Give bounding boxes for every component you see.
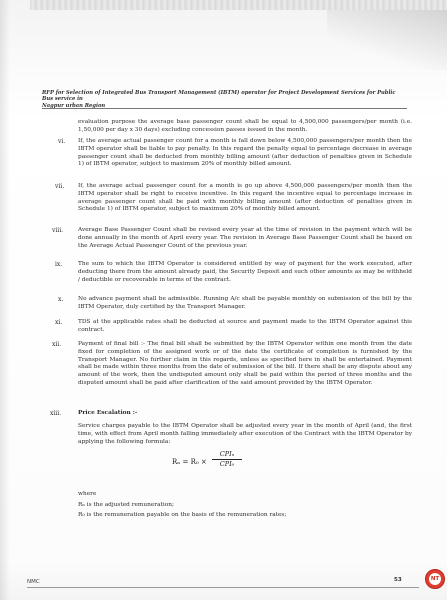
- header-line-1: RFP for Selection of Integrated Bus Transport Management (IBTM) operator for Project Development Services for Public Bus service in: [42, 90, 396, 103]
- scan-top-strip: [30, 0, 447, 10]
- item-number: viii.: [52, 227, 64, 234]
- section-heading-price-escalation: Price Escalation :-: [78, 410, 138, 416]
- item-number: x.: [58, 296, 64, 303]
- footer-org: NMC: [27, 579, 40, 585]
- item-text: TDS at the applicable rates shall be deducted at source and payment made to the IBTM Operator against this contract.: [78, 319, 412, 333]
- item-text: The sum to which the IBTM Operator is considered entitled by way of payment for the work executed, after deducting there from the amount already paid, the Security Deposit and such other amounts as may be withheld / deductible or recoverable in terms of the contract.: [78, 261, 412, 283]
- item-text: Average Base Passenger Count shall be revised every year at the time of revision in the payment which will be done annually in the month of April every year. The revision in Average Base Passenger Count shall be based on the Average Actual Passenger Count of the previous year.: [78, 227, 412, 249]
- header-line-2: Nagpur urban Region: [42, 102, 106, 109]
- item-number: xi.: [55, 319, 63, 326]
- document-header: [42, 90, 402, 109]
- item-number: xiii.: [50, 410, 62, 417]
- item-text: evaluation purpose the average base passenger count shall be equal to 4,500,000 passengers/per month (i.e. 1,50,000 per day x 30 days) excluding concession passes issued in the month.: [78, 119, 412, 133]
- logo-text: NT: [429, 573, 441, 585]
- formula-numerator: CPIₙ: [219, 450, 235, 458]
- item-text: If, the average actual passenger count for a month is fall down below 4,500,000 passengers/per month then the IBTM operator shall be liable to pay penalty. In this regard the penalty equal to percentage decrease in average passenger count shall be deducted from monthly billing amount (after deduction of penalties given in Schedule 1) of IBTM operator, subject to maximum 20% of monthly billed amount.: [78, 138, 412, 168]
- where-label: where: [78, 491, 97, 497]
- definition-r0: R₀ is the remuneration payable on the basis of the remuneration rates;: [78, 512, 287, 518]
- definition-rn: Rₙ is the adjusted remuneration;: [78, 502, 174, 508]
- scan-corner-fold: [327, 10, 447, 70]
- footer-rule: [27, 587, 419, 588]
- item-number: vii.: [55, 183, 65, 190]
- item-number: vi.: [58, 138, 66, 145]
- item-text: Payment of final bill :- The final bill shall be submitted by the IBTM Operator within one month from the date fixed for completion of the assigned work or of the date the certificate of completion is furnished by the Transport Manager. No further claim in this regards, unless as specified here in shall be entertained. Payment shall be made within three months from the date of submission of the bill. If there shall be any dispute about any amount of the work, then the undisputed amount only shall be paid within the period of three months and the disputed amount shall be paid after clarification of the said amount provided by the IBTM Operator.: [78, 341, 412, 386]
- formula-fraction: [212, 450, 242, 469]
- page-number: 53: [394, 577, 402, 583]
- scan-edge-shadow: [0, 0, 10, 600]
- item-number: ix.: [55, 261, 63, 268]
- item-text: No advance payment shall be admissible. Running A/c shall be payable monthly on submission of the bill by the IBTM Operator, duly certified by the Transport Manager.: [78, 296, 412, 310]
- item-text: If, the average actual passenger count for a month is go up above 4,500,000 passengers/per month then the IBTM operator shall be right to receive incentive. In this regard the incentive equal to percentage increase in average passenger count shall be paid with monthly billing amount (after deduction of penalties given in Schedule 1) of IBTM operator, subject to maximum 20% of monthly billed amount.: [78, 183, 412, 213]
- formula-lhs: Rₙ = R₀ ×: [172, 458, 207, 466]
- escalation-formula: [172, 450, 292, 476]
- formula-denominator: CPI₀: [219, 460, 235, 468]
- item-number: xii.: [52, 341, 62, 348]
- header-rule: [42, 108, 407, 109]
- nt-logo-icon: [425, 569, 445, 589]
- escalation-paragraph: Service charges payable to the IBTM Operator shall be adjusted every year in the month of April (and, the first time, with effect from April month falling immediately after execution of the Contract with the IBTM Operator by applying the following formula:: [78, 423, 412, 445]
